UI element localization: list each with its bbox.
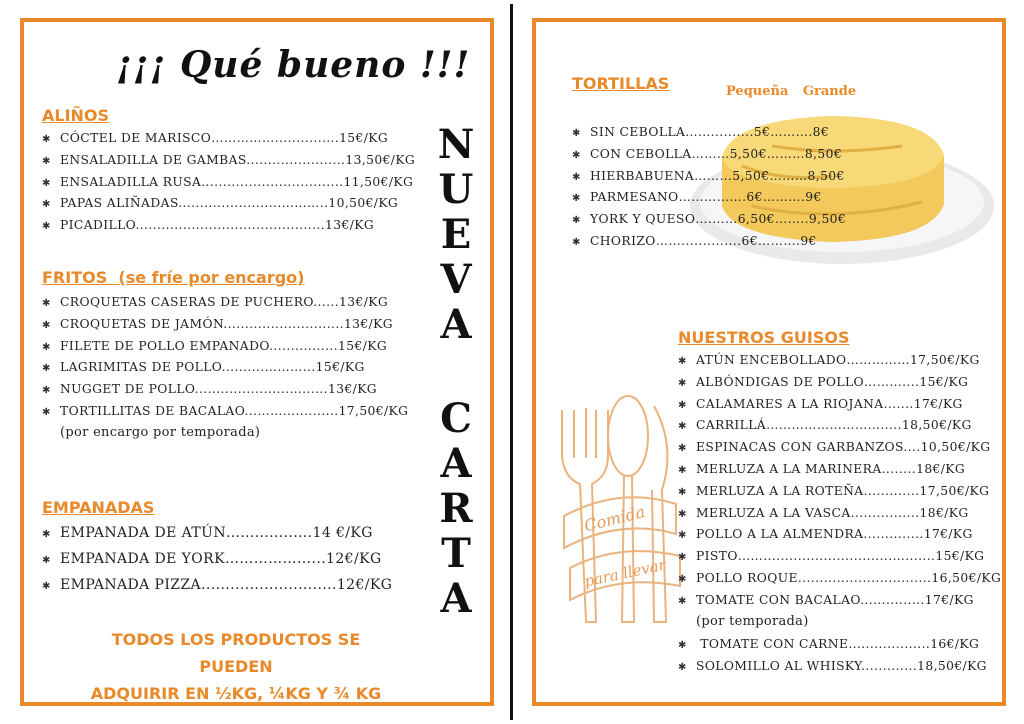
list-item: ✱ POLLO ROQUE...............................16,50€/KG	[678, 570, 1002, 585]
menu-title: ¡¡¡ Qué bueno !!!	[116, 44, 471, 86]
list-item: ✱ CROQUETAS DE JAMÓN............................13€/KG	[42, 316, 393, 331]
list-item: ✱ ALBÓNDIGAS DE POLLO………....15€/KG	[678, 374, 969, 389]
tortillas-heading: TORTILLAS	[572, 74, 670, 93]
vertical-word-carta: C A R T A	[439, 395, 473, 622]
list-item: ✱ ATÚN ENCEBOLLADO……………17,50€/KG	[678, 353, 980, 367]
list-item: ✱ PISTO……..............................….......15€/KG	[678, 549, 985, 564]
vertical-word-nueva: N U E V A	[437, 121, 475, 348]
list-item: ✱ MERLUZA A LA VASCA................18€/KG	[678, 505, 969, 520]
list-item: ✱ NUGGET DE POLLO......................…......13€/KG	[42, 382, 378, 397]
list-item: ✱ CROQUETAS CASERAS DE PUCHERO......13€/KG	[42, 295, 389, 309]
guisos-heading: NUESTROS GUISOS	[678, 328, 850, 347]
left-menu-panel	[20, 18, 494, 706]
list-item: ✱ PARMESANO…………….6€……….9€	[572, 190, 822, 205]
cutlery-logo	[550, 386, 690, 642]
tortillas-list	[572, 122, 846, 253]
list-item: ✱ CÓCTEL DE MARISCO……………...........….15€/KG	[42, 131, 389, 145]
fritos-list	[42, 292, 408, 423]
alinos-list	[42, 128, 415, 237]
right-menu-panel	[532, 18, 1006, 706]
list-item: ✱ PICADILLO............................................13€/KG	[42, 218, 375, 233]
size-large-label: Grande	[802, 84, 857, 99]
guisos-list	[678, 350, 1001, 612]
fritos-note: (se fríe por encargo)	[118, 268, 305, 287]
center-divider	[510, 4, 513, 720]
list-item: ✱ CALAMARES A LA RIOJANA.......17€/KG	[678, 396, 963, 411]
empanadas-list	[42, 520, 392, 598]
list-item: ✱ TORTILLITAS DE BACALAO...………..........17,50€/KG	[42, 403, 409, 418]
size-small-label: Pequeña	[726, 84, 789, 99]
list-item: ✱ YORK Y QUESO….……6,50€……..9,50€	[572, 212, 847, 227]
list-item: ✱ TOMATE CON CARNE...................16€/KG	[678, 637, 980, 651]
list-item: ✱ LAGRIMITAS DE POLLO..........………...15€/KG	[42, 360, 365, 375]
fritos-sub-note: (por encargo por temporada)	[60, 425, 261, 440]
list-item: ✱ MERLUZA A LA ROTEÑA.............17,50€/KG	[678, 483, 990, 498]
tortilla-size-header	[726, 84, 856, 99]
list-item: ✱ SIN CEBOLLA……..........5€……….8€	[572, 125, 830, 139]
list-item: ✱ MERLUZA A LA MARINERA........18€/KG	[678, 461, 966, 476]
guisos-list-continued	[678, 634, 987, 678]
list-item: ✱ ESPINACAS CON GARBANZOS....10,50€/KG	[678, 440, 991, 455]
logo-word-para-llevar: para llevar	[582, 555, 668, 591]
list-item: ✱ EMPANADA DE ATÚN…………..….14 €/KG	[42, 525, 373, 541]
list-item: ✱ TOMATE CON BACALAO...............17€/KG	[678, 592, 974, 607]
list-item: ✱ POLLO A LA ALMENDRA..............17€/KG	[678, 527, 973, 542]
guisos-sub-note: (por temporada)	[696, 614, 809, 629]
list-item: ✱ EMPANADA DE YORK……………......12€/KG	[42, 551, 382, 567]
list-item: ✱ HIERBABUENA………5,50€………8,50€	[572, 168, 845, 183]
list-item: ✱ CON CEBOLLA………5,50€………8,50€	[572, 146, 843, 161]
logo-word-comida: Comida	[582, 501, 648, 536]
list-item: ✱ PAPAS ALIÑADAS........................………..10,50€/KG	[42, 196, 399, 211]
list-item: ✱ ENSALADILLA RUSA.................................11,50€/KG	[42, 174, 414, 189]
empanadas-heading: EMPANADAS	[42, 498, 155, 517]
list-item: ✱ SOLOMILLO AL WHISKY.............18,50€/KG	[678, 658, 987, 673]
list-item: ✱ CARRILLÁ……………………….....18,50€/KG	[678, 418, 972, 433]
list-item: ✱ CHORIZO……..............6€……….9€	[572, 233, 817, 248]
fritos-heading: FRITOS (se fríe por encargo)	[42, 268, 305, 287]
list-item: ✱ ENSALADILLA DE GAMBAS.......................13,50€/KG	[42, 152, 416, 167]
footer-note: TODOS LOS PRODUCTOS SE PUEDEN ADQUIRIR EN ½KG, ¼KG Y ¾ KG	[90, 630, 382, 703]
alinos-heading: ALIÑOS	[42, 106, 110, 125]
list-item: ✱ EMPANADA PIZZA............................12€/KG	[42, 577, 393, 593]
list-item: ✱ FILETE DE POLLO EMPANADO................15€/KG	[42, 338, 388, 353]
